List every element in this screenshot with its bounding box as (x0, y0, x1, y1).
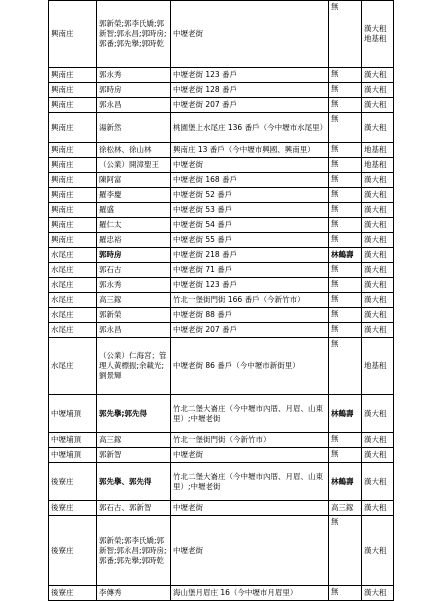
agent-cell: 無 (329, 293, 362, 308)
address-cell: 竹北二堡大崙庄（今中壢市內厝、月眉、山東里）;中壢老街 (171, 463, 329, 501)
table-row (49, 323, 394, 338)
table-row (49, 143, 394, 158)
agent-cell: 無 (329, 516, 362, 586)
rent-type-cell: 地基租 (362, 338, 394, 395)
address-cell: 中壢老街 123 番戶 (171, 68, 329, 83)
table-row (49, 463, 394, 501)
owners-cell: 郭永昌 (97, 98, 171, 113)
agent-cell: 無 (329, 143, 362, 158)
owners-cell: （公業）開漳聖王 (97, 158, 171, 173)
owners-cell: 湯新然 (97, 113, 171, 143)
owners-cell: 陳阿富 (97, 173, 171, 188)
place-cell: 興南庄 (49, 233, 97, 248)
owners-cell: 高三鎵 (97, 293, 171, 308)
agent-cell: 無 (329, 1, 362, 68)
table-row (49, 248, 394, 263)
rent-type-cell: 地基租 (362, 158, 394, 173)
table-row (49, 173, 394, 188)
address-cell: 中壢老街 54 番戶 (171, 218, 329, 233)
owners-cell: 郭先擧;郭先得 (97, 395, 171, 433)
rent-type-cell: 漢大租 (362, 516, 394, 586)
rent-type-cell: 漢大租 (362, 395, 394, 433)
place-cell: 興南庄 (49, 218, 97, 233)
owners-cell: 郭永秀 (97, 68, 171, 83)
agent-cell: 無 (329, 218, 362, 233)
rent-type-cell: 漢大租 (362, 113, 394, 143)
rent-type-cell: 漢大租 (362, 68, 394, 83)
address-cell: 中壢老街 88 番戶 (171, 308, 329, 323)
agent-cell: 無 (329, 113, 362, 143)
table-row (49, 68, 394, 83)
rent-type-cell: 漢大租 (362, 263, 394, 278)
address-cell: 中壢老街 128 番戶 (171, 83, 329, 98)
table-row (49, 203, 394, 218)
agent-cell: 無 (329, 433, 362, 448)
owners-cell: 李傳秀 (97, 586, 171, 601)
owners-cell: 郭新榮 (97, 308, 171, 323)
rent-type-cell: 漢大租 (362, 83, 394, 98)
address-cell: 桃園堡上水尾庄 136 番戶（今中壢市水尾里） (171, 113, 329, 143)
agent-cell: 無 (329, 68, 362, 83)
agent-cell: 無 (329, 278, 362, 293)
owners-cell: 郭先擧、郭先得 (97, 463, 171, 501)
place-cell: 中壢埔頂 (49, 433, 97, 448)
agent-cell: 無 (329, 448, 362, 463)
table-row (49, 98, 394, 113)
table-row (49, 338, 394, 395)
owners-cell: 羅李慶 (97, 188, 171, 203)
table-row (49, 293, 394, 308)
table-row (49, 501, 394, 516)
address-cell: 興南庄 13 番戶（今中壢市興國、興南里） (171, 143, 329, 158)
rent-type-cell: 漢大租 (362, 188, 394, 203)
rent-type-cell: 漢大租 (362, 448, 394, 463)
rent-type-cell: 漢大租 (362, 98, 394, 113)
owners-cell: 高三鎵 (97, 433, 171, 448)
rent-type-cell: 漢大租 (362, 248, 394, 263)
owners-cell: 郭新榮;郭李氏嬌;郭新智;郭永昌;郭時房;郭番;郭先擧;郭時乾 (97, 516, 171, 586)
address-cell: 中壢老街 207 番戶 (171, 323, 329, 338)
table-row (49, 395, 394, 433)
place-cell: 後寮庄 (49, 501, 97, 516)
place-cell: 興南庄 (49, 143, 97, 158)
table-row (49, 83, 394, 98)
rent-type-cell: 漢大租 (362, 308, 394, 323)
table-row (49, 263, 394, 278)
table-row (49, 218, 394, 233)
rent-type-cell: 漢大租 (362, 586, 394, 601)
rent-type-cell: 漢大租 (362, 293, 394, 308)
address-cell: 竹北一堡街門街（今新竹市） (171, 433, 329, 448)
agent-cell: 無 (329, 586, 362, 601)
agent-cell: 無 (329, 323, 362, 338)
owners-cell: 郭時房 (97, 248, 171, 263)
rent-type-cell: 漢大租 (362, 433, 394, 448)
agent-cell: 無 (329, 338, 362, 395)
address-cell: 中壢老街 (171, 1, 329, 68)
agent-cell: 無 (329, 173, 362, 188)
agent-cell: 無 (329, 233, 362, 248)
rent-type-cell: 漢大租 (362, 233, 394, 248)
rent-type-cell: 漢大租 (362, 173, 394, 188)
rent-type-cell: 漢大租 (362, 218, 394, 233)
owners-cell: 郭石古 (97, 263, 171, 278)
address-cell: 中壢老街 123 番戶 (171, 278, 329, 293)
land-rent-table (48, 0, 394, 601)
place-cell: 中壢埔頂 (49, 448, 97, 463)
address-cell: 竹北二堡大崙庄（今中壢市內厝、月眉、山東里）;中壢老街 (171, 395, 329, 433)
table-row (49, 1, 394, 68)
address-cell: 中壢老街 71 番戶 (171, 263, 329, 278)
place-cell: 水尾庄 (49, 308, 97, 323)
rent-type-cell: 漢大租 (362, 501, 394, 516)
place-cell: 水尾庄 (49, 278, 97, 293)
table-row (49, 516, 394, 586)
owners-cell: 羅仁太 (97, 218, 171, 233)
table-row (49, 158, 394, 173)
table-row (49, 233, 394, 248)
table-row (49, 113, 394, 143)
address-cell: 中壢老街 207 番戶 (171, 98, 329, 113)
owners-cell: 郭新榮;郭李氏嬌;郭新智;郭永昌;郭時房;郭番;郭先擧;郭時乾 (97, 1, 171, 68)
agent-cell: 無 (329, 158, 362, 173)
place-cell: 後寮庄 (49, 516, 97, 586)
rent-type-cell: 漢大租 (362, 463, 394, 501)
owners-cell: 郭永昌 (97, 323, 171, 338)
agent-cell: 林鶴壽 (329, 395, 362, 433)
place-cell: 後寮庄 (49, 586, 97, 601)
place-cell: 後寮庄 (49, 463, 97, 501)
place-cell: 興南庄 (49, 158, 97, 173)
place-cell: 水尾庄 (49, 338, 97, 395)
owners-cell: 羅忠裕 (97, 233, 171, 248)
table-row (49, 188, 394, 203)
owners-cell: 郭石古、郭新智 (97, 501, 171, 516)
rent-type-cell: 漢大租 (362, 278, 394, 293)
address-cell: 中壢老街 52 番戶 (171, 188, 329, 203)
place-cell: 水尾庄 (49, 323, 97, 338)
owners-cell: 郭新智 (97, 448, 171, 463)
place-cell: 水尾庄 (49, 248, 97, 263)
place-cell: 興南庄 (49, 98, 97, 113)
owners-cell: 郭永秀 (97, 278, 171, 293)
rent-type-cell: 地基租 (362, 143, 394, 158)
table-row (49, 448, 394, 463)
place-cell: 興南庄 (49, 113, 97, 143)
address-cell: 中壢老街 218 番戶 (171, 248, 329, 263)
address-cell: 中壢老街 168 番戶 (171, 173, 329, 188)
table-row (49, 586, 394, 601)
address-cell: 中壢老街 (171, 501, 329, 516)
address-cell: 中壢老街 55 番戶 (171, 233, 329, 248)
address-cell: 中壢老街 53 番戶 (171, 203, 329, 218)
owners-cell: 羅盛 (97, 203, 171, 218)
place-cell: 水尾庄 (49, 263, 97, 278)
table-body (49, 1, 394, 601)
agent-cell: 無 (329, 203, 362, 218)
table-row (49, 308, 394, 323)
table-row (49, 433, 394, 448)
place-cell: 興南庄 (49, 1, 97, 68)
agent-cell: 林鶴壽 (329, 248, 362, 263)
place-cell: 興南庄 (49, 83, 97, 98)
address-cell: 竹北一堡街門街 166 番戶（今新竹市） (171, 293, 329, 308)
place-cell: 中壢埔頂 (49, 395, 97, 433)
agent-cell: 無 (329, 83, 362, 98)
agent-cell: 高三鎵 (329, 501, 362, 516)
address-cell: 海山堡月眉庄 16（今中壢市月眉里） (171, 586, 329, 601)
table-row (49, 278, 394, 293)
address-cell: 中壢老街 (171, 448, 329, 463)
address-cell: 中壢老街 86 番戶（今中壢市新街里） (171, 338, 329, 395)
agent-cell: 無 (329, 263, 362, 278)
place-cell: 興南庄 (49, 203, 97, 218)
rent-type-cell: 漢大租 地基租 (362, 1, 394, 68)
place-cell: 興南庄 (49, 188, 97, 203)
address-cell: 中壢老街 (171, 516, 329, 586)
agent-cell: 林鶴壽 (329, 463, 362, 501)
agent-cell: 無 (329, 188, 362, 203)
rent-type-cell: 漢大租 (362, 203, 394, 218)
agent-cell: 無 (329, 308, 362, 323)
owners-cell: （公業）仁海宮；管理人黃標振;余載光;劉景輝 (97, 338, 171, 395)
address-cell: 中壢老街 (171, 158, 329, 173)
rent-type-cell: 漢大租 (362, 323, 394, 338)
owners-cell: 徐松林、徐山林 (97, 143, 171, 158)
owners-cell: 郭時房 (97, 83, 171, 98)
place-cell: 水尾庄 (49, 293, 97, 308)
place-cell: 興南庄 (49, 173, 97, 188)
place-cell: 興南庄 (49, 68, 97, 83)
agent-cell: 無 (329, 98, 362, 113)
